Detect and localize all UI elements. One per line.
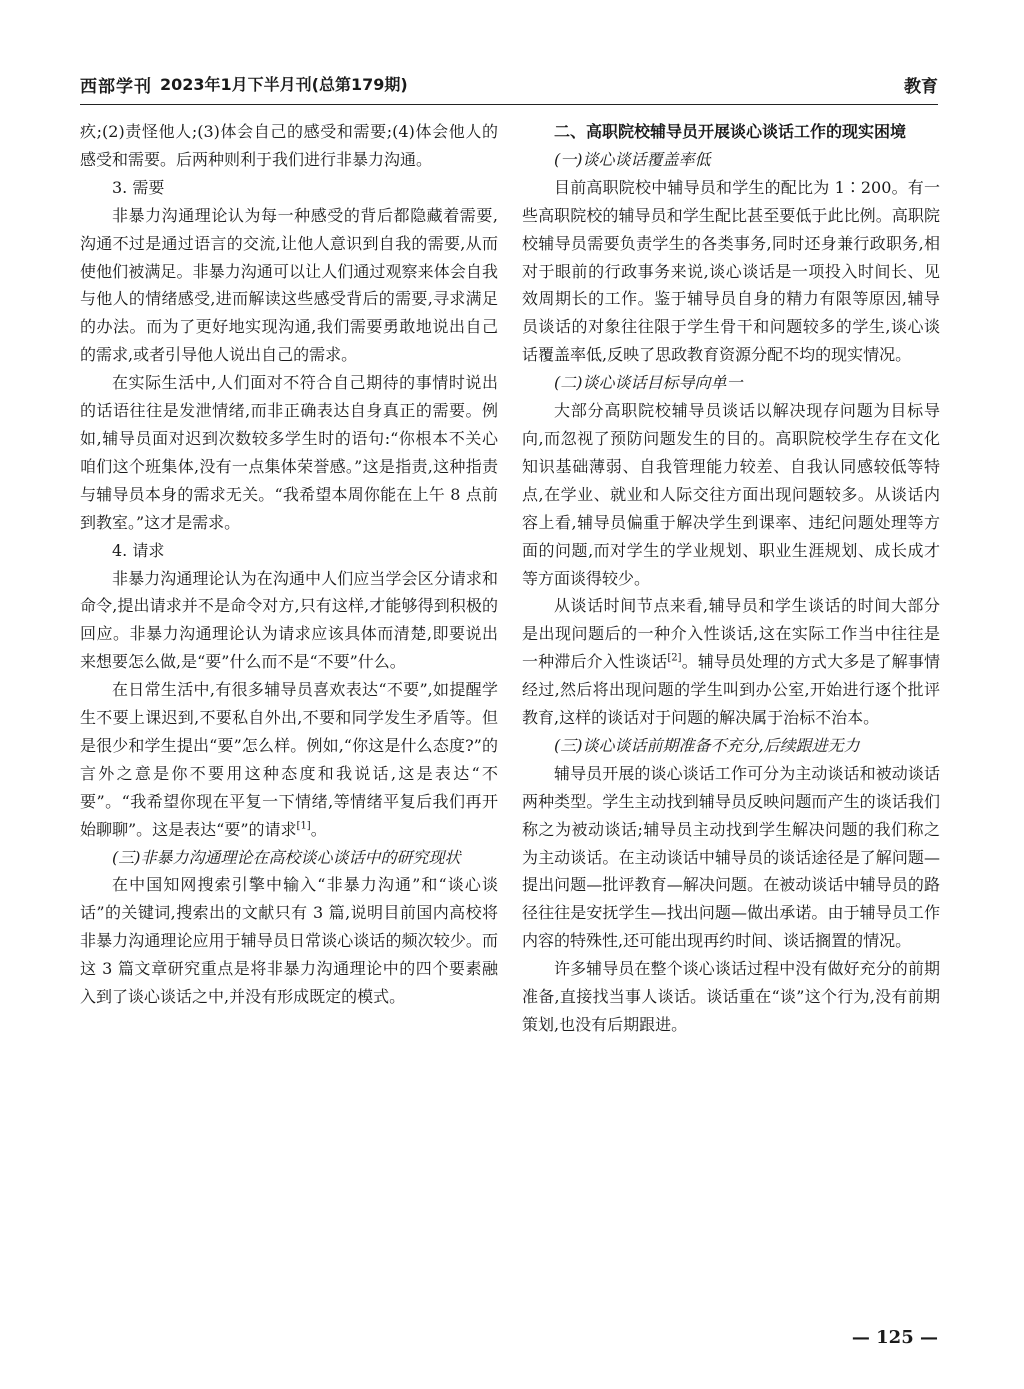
subheading-request: 4. 请求 bbox=[112, 540, 165, 560]
section-label: 教育 bbox=[904, 77, 938, 97]
paragraph: 疚;(2)责怪他人;(3)体会自己的感受和需要;(4)体会他人的感受和需要。后两种则利于我们进行非暴力沟通。 bbox=[80, 122, 498, 169]
paragraph-text: 从谈话时间节点来看,辅导员和学生谈话的时间大部分是出现问题后的一种介入性谈话,这在实际工作当中往往是一种滞后介入性谈话 bbox=[522, 596, 940, 672]
subsection-heading: (三)谈心谈话前期准备不充分,后续跟进无力 bbox=[554, 735, 860, 755]
paragraph: 辅导员开展的谈心谈话工作可分为主动谈话和被动谈话两种类型。学生主动找到辅导员反映问题而产生的谈话我们称之为被动谈话;辅导员主动找到学生解决问题的我们称之为主动谈话。在主动谈话中辅导员的谈话途径是了解问题—提出问题—批评教育—解决问题。在被动谈话中辅导员的路径往往是安抚学生—找出问题—做出承诺。由于辅导员工作内容的特殊性,还可能出现再约时间、谈话搁置的情况。 bbox=[522, 763, 940, 951]
paragraph: 目前高职院校中辅导员和学生的配比为 1∶200。有一些高职院校的辅导员和学生配比甚至要低于此比例。高职院校辅导员需要负责学生的各类事务,同时还身兼行政职务,相对于眼前的行政事务来说,谈心谈话是一项投入时间长、见效周期长的工作。鉴于辅导员自身的精力有限等原因,辅导员谈话的对象往往限于学生骨干和问题较多的学生,谈心谈话覆盖率低,反映了思政教育资源分配不均的现实情况。 bbox=[522, 177, 940, 365]
section-heading: 二、高职院校辅导员开展谈心谈话工作的现实困境 bbox=[554, 122, 907, 141]
paragraph-end: 。辅导员处理的方式大多是了解事情经过,然后将出现问题的学生叫到办公室,开始进行逐个批评教育,这样的谈话对于问题的解决属于治标不治本。 bbox=[522, 652, 940, 728]
running-header bbox=[80, 70, 938, 105]
paragraph: 非暴力沟通理论认为每一种感受的背后都隐藏着需要,沟通不过是通过语言的交流,让他人意识到自我的需要,从而使他们被满足。非暴力沟通可以让人们通过观察来体会自我与他人的情绪感受,进而解读这些感受背后的需要,寻求满足的办法。而为了更好地实现沟通,我们需要勇敢地说出自己的需求,或者引导他人说出自己的需求。 bbox=[80, 205, 498, 365]
subsection-heading: (三)非暴力沟通理论在高校谈心谈话中的研究现状 bbox=[112, 847, 461, 867]
subsection-heading: (一)谈心谈话覆盖率低 bbox=[554, 149, 711, 169]
paragraph bbox=[522, 592, 940, 732]
paragraph-end: 。 bbox=[310, 819, 327, 839]
paragraph: 许多辅导员在整个谈心谈话过程中没有做好充分的前期准备,直接找当事人谈话。谈话重在“谈”这个行为,没有前期策划,也没有后期跟进。 bbox=[522, 959, 940, 1034]
journal-logo: 西部学刊 bbox=[80, 77, 152, 97]
paragraph: 在中国知网搜索引擎中输入“非暴力沟通”和“谈心谈话”的关键词,搜索出的文献只有 3 篇,说明目前国内高校将非暴力沟通理论应用于辅导员日常谈心谈话的频次较少。而这 3 篇文章研究重点是将非暴力沟通理论中的四个要素融入到了谈心谈话之中,并没有形成既定的模式。 bbox=[80, 875, 498, 1007]
page-number: — 125 — bbox=[851, 1327, 938, 1348]
paragraph: 非暴力沟通理论认为在沟通中人们应当学会区分请求和命令,提出请求并不是命令对方,只有这样,才能够得到积极的回应。非暴力沟通理论认为请求应该具体而清楚,即要说出来想要怎么做,是“要”什么而不是“不要”什么。 bbox=[80, 568, 498, 672]
issue-info: 2023年1月下半月刊(总第179期) bbox=[160, 75, 408, 94]
paragraph bbox=[80, 676, 498, 843]
paragraph: 大部分高职院校辅导员谈话以解决现存问题为目标导向,而忽视了预防问题发生的目的。高职院校学生存在文化知识基础薄弱、自我管理能力较差、自我认同感较低等特点,在学业、就业和人际交往方面出现问题较多。从谈话内容上看,辅导员偏重于解决学生到课率、违纪问题处理等方面的问题,而对学生的学业规划、职业生涯规划、成长成才等方面谈得较少。 bbox=[522, 401, 940, 588]
left-column bbox=[80, 118, 498, 1011]
citation-ref: [2] bbox=[667, 652, 682, 664]
right-column bbox=[522, 118, 940, 1039]
subheading-need: 3. 需要 bbox=[112, 177, 165, 197]
paragraph: 在实际生活中,人们面对不符合自己期待的事情时说出的话语往往是发泄情绪,而非正确表达自身真正的需要。例如,辅导员面对迟到次数较多学生时的语句:“你根本不关心咱们这个班集体,没有一点集体荣誉感。”这是指责,这种指责与辅导员本身的需求无关。“我希望本周你能在上午 8 点前到教室。”这才是需求。 bbox=[80, 373, 498, 532]
citation-ref: [1] bbox=[296, 820, 311, 832]
subsection-heading: (二)谈心谈话目标导向单一 bbox=[554, 373, 743, 393]
paragraph-text: 在日常生活中,有很多辅导员喜欢表达“不要”,如提醒学生不要上课迟到,不要私自外出,不要和同学发生矛盾等。但是很少和学生提出“要”怎么样。例如,“你这是什么态度?”的言外之意是你不要用这种态度和我说话,这是表达“不要”。“我希望你现在平复一下情绪,等情绪平复后我们再开始聊聊”。这是表达“要”的请求 bbox=[80, 680, 498, 839]
